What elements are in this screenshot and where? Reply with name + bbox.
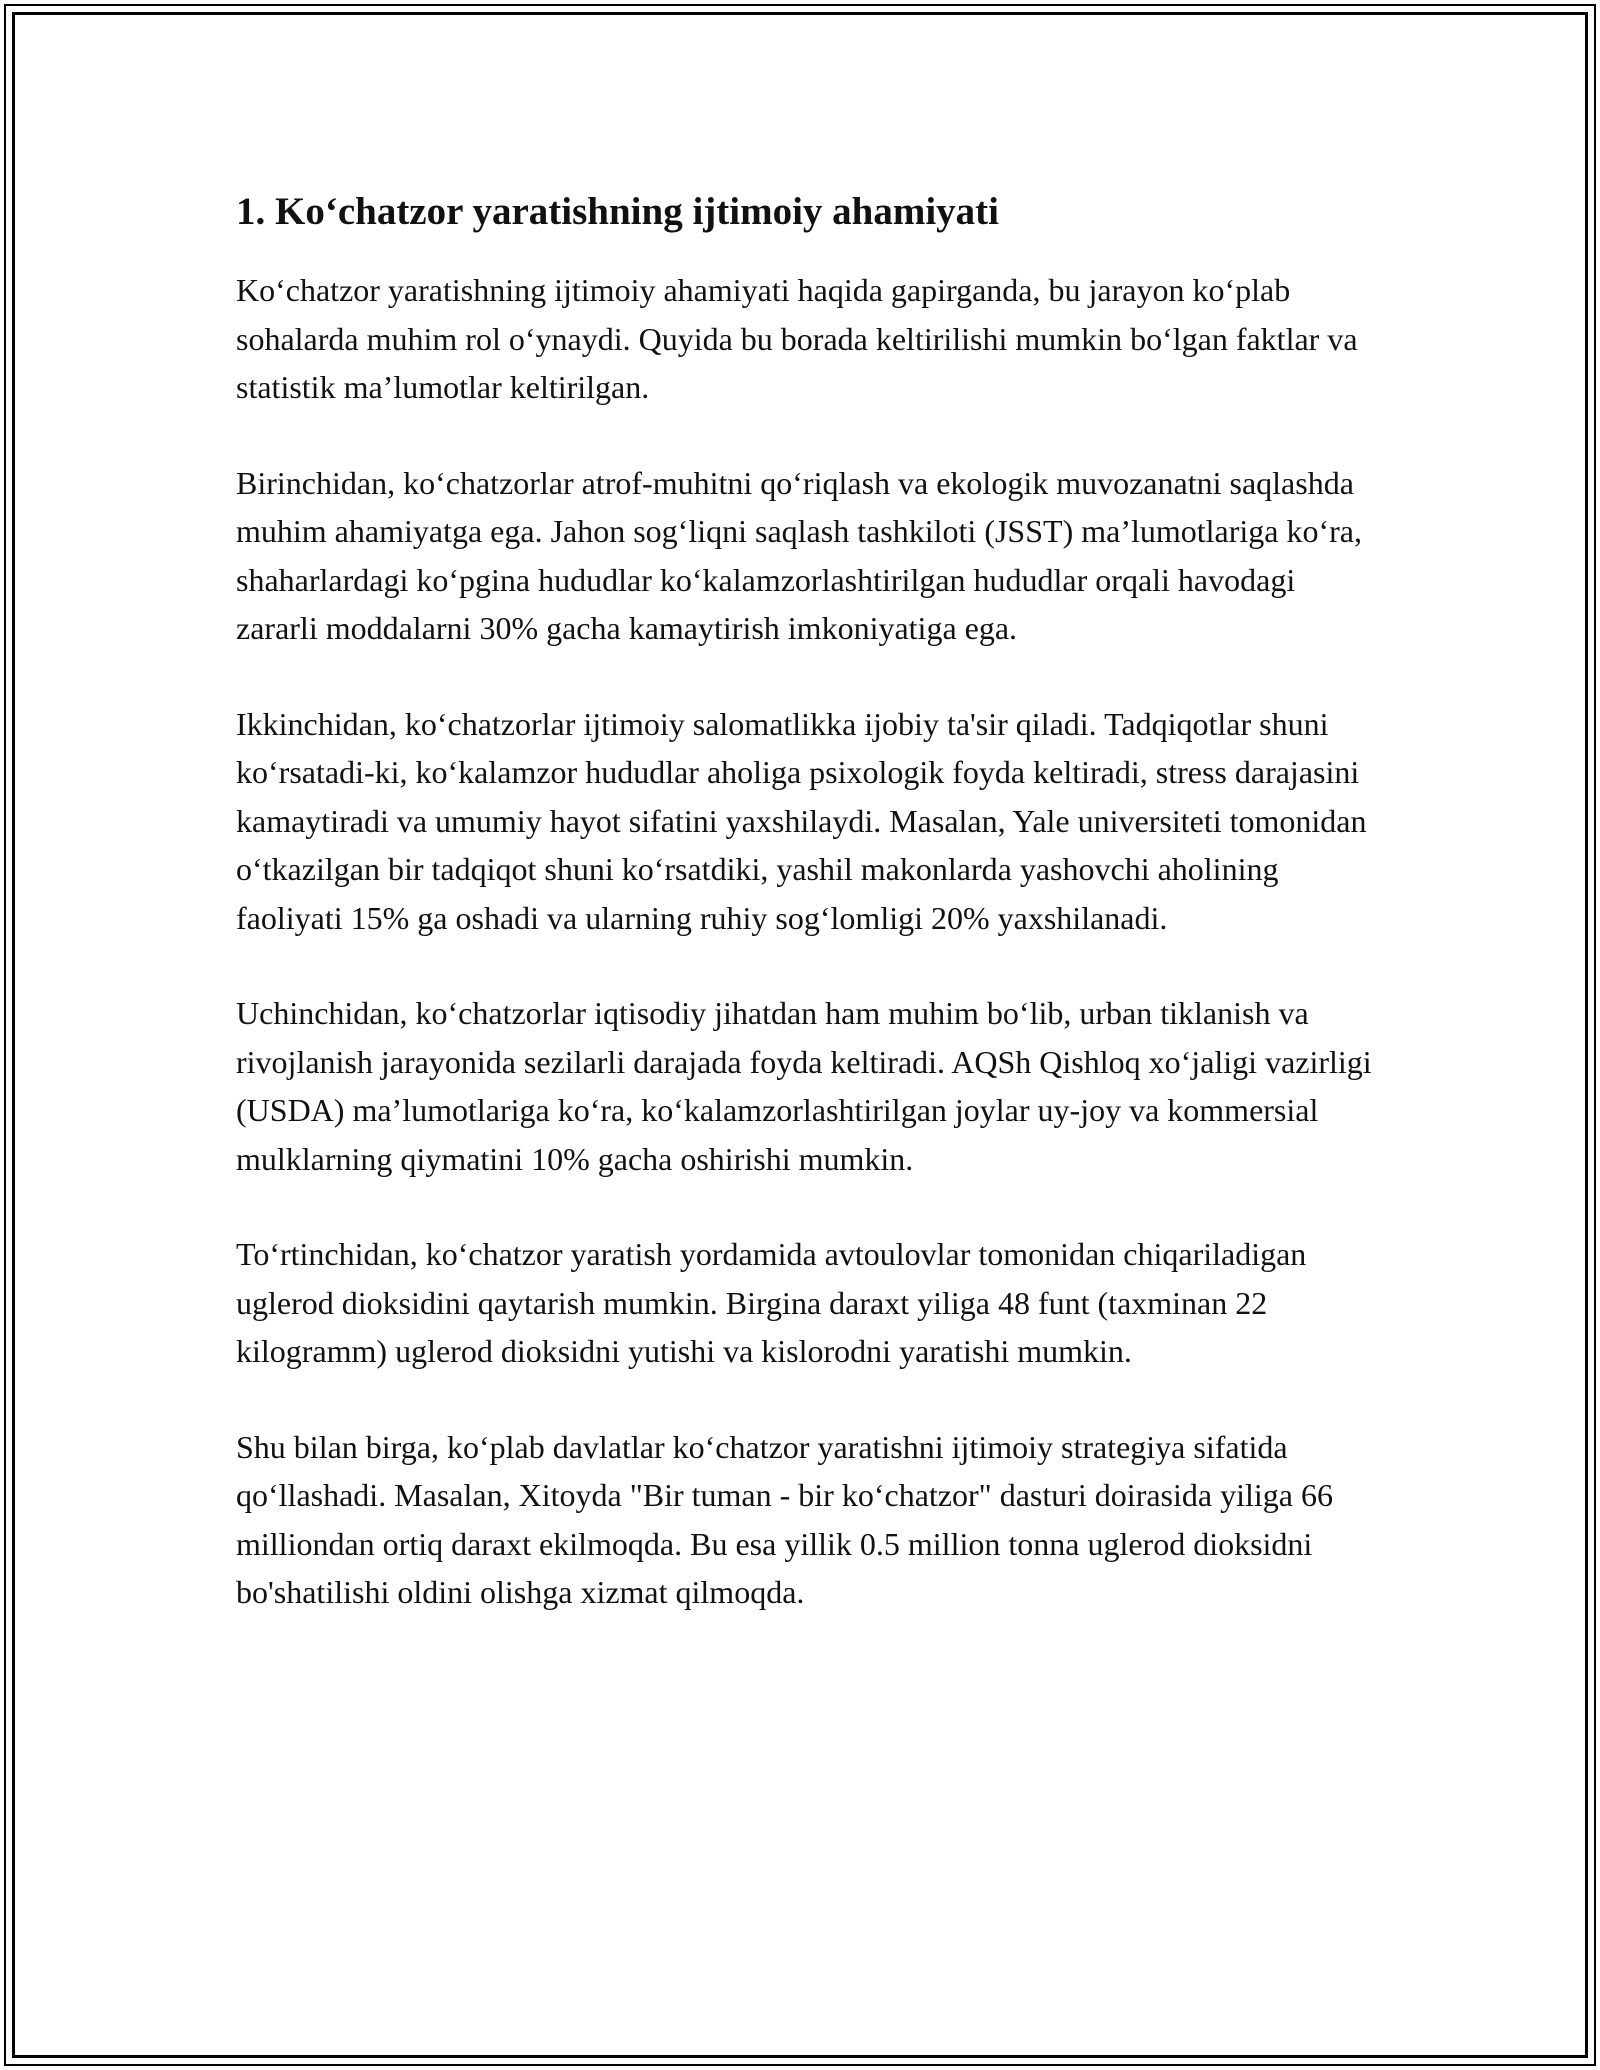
paragraph-conclusion: Shu bilan birga, ko‘plab davlatlar ko‘chatzor yaratishni ijtimoiy strategiya sifatida qo‘llashadi. Masalan, Xitoyda "Bir tuman - bir ko‘chatzor" dasturi doirasida yiliga 66 milliondan ortiq daraxt ekilmoqda. Bu esa yillik 0.5 million tonna uglerod dioksidni bo'shatilishi oldini olishga xizmat qilmoqda. xyxy=(236,1428,1333,1610)
section-heading: 1. Ko‘chatzor yaratishning ijtimoiy ahamiyati xyxy=(236,190,999,233)
paragraph-intro: Ko‘chatzor yaratishning ijtimoiy ahamiyati haqida gapirganda, bu jarayon ko‘plab sohalarda muhim rol o‘ynaydi. Quyida bu borada keltirilishi mumkin bo‘lgan faktlar va statistik ma’lumotlar keltirilgan. xyxy=(236,272,1358,405)
paragraph-second: Ikkinchidan, ko‘chatzorlar ijtimoiy salomatlikka ijobiy ta'sir qiladi. Tadqiqotlar shuni ko‘rsatadi-ki, ko‘kalamzor hududlar aholiga psixologik foyda keltiradi, stress darajasini kamaytiradi va umumiy hayot sifatini yaxshilaydi. Masalan, Yale universiteti tomonidan o‘tkazilgan bir tadqiqot shuni ko‘rsatdiki, yashil makonlarda yashovchi aholining faoliyati 15% ga oshadi va ularning ruhiy sog‘lomligi 20% yaxshilanadi. xyxy=(236,705,1367,936)
document-body xyxy=(236,186,1376,1664)
paragraph-fourth: To‘rtinchidan, ko‘chatzor yaratish yordamida avtoulovlar tomonidan chiqariladigan uglerod dioksidini qaytarish mumkin. Birgina daraxt yiliga 48 funt (taxminan 22 kilogramm) uglerod dioksidni yutishi va kislorodni yaratishi mumkin. xyxy=(236,1236,1307,1369)
paragraph-third: Uchinchidan, ko‘chatzorlar iqtisodiy jihatdan ham muhim bo‘lib, urban tiklanish va rivojlanish jarayonida sezilarli darajada foyda keltiradi. AQSh Qishloq xo‘jaligi vazirligi (USDA) ma’lumotlariga ko‘ra, ko‘kalamzorlashtirilgan joylar uy-joy va kommersial mulklarning qiymatini 10% gacha oshirishi mumkin. xyxy=(236,995,1372,1177)
paragraph-first: Birinchidan, ko‘chatzorlar atrof-muhitni qo‘riqlash va ekologik muvozanatni saqlashda muhim ahamiyatga ega. Jahon sog‘liqni saqlash tashkiloti (JSST) ma’lumotlariga ko‘ra, shaharlardagi ko‘pgina hududlar ko‘kalamzorlashtirilgan hududlar orqali havodagi zararli moddalarni 30% gacha kamaytirish imkoniyatiga ega. xyxy=(236,464,1362,646)
